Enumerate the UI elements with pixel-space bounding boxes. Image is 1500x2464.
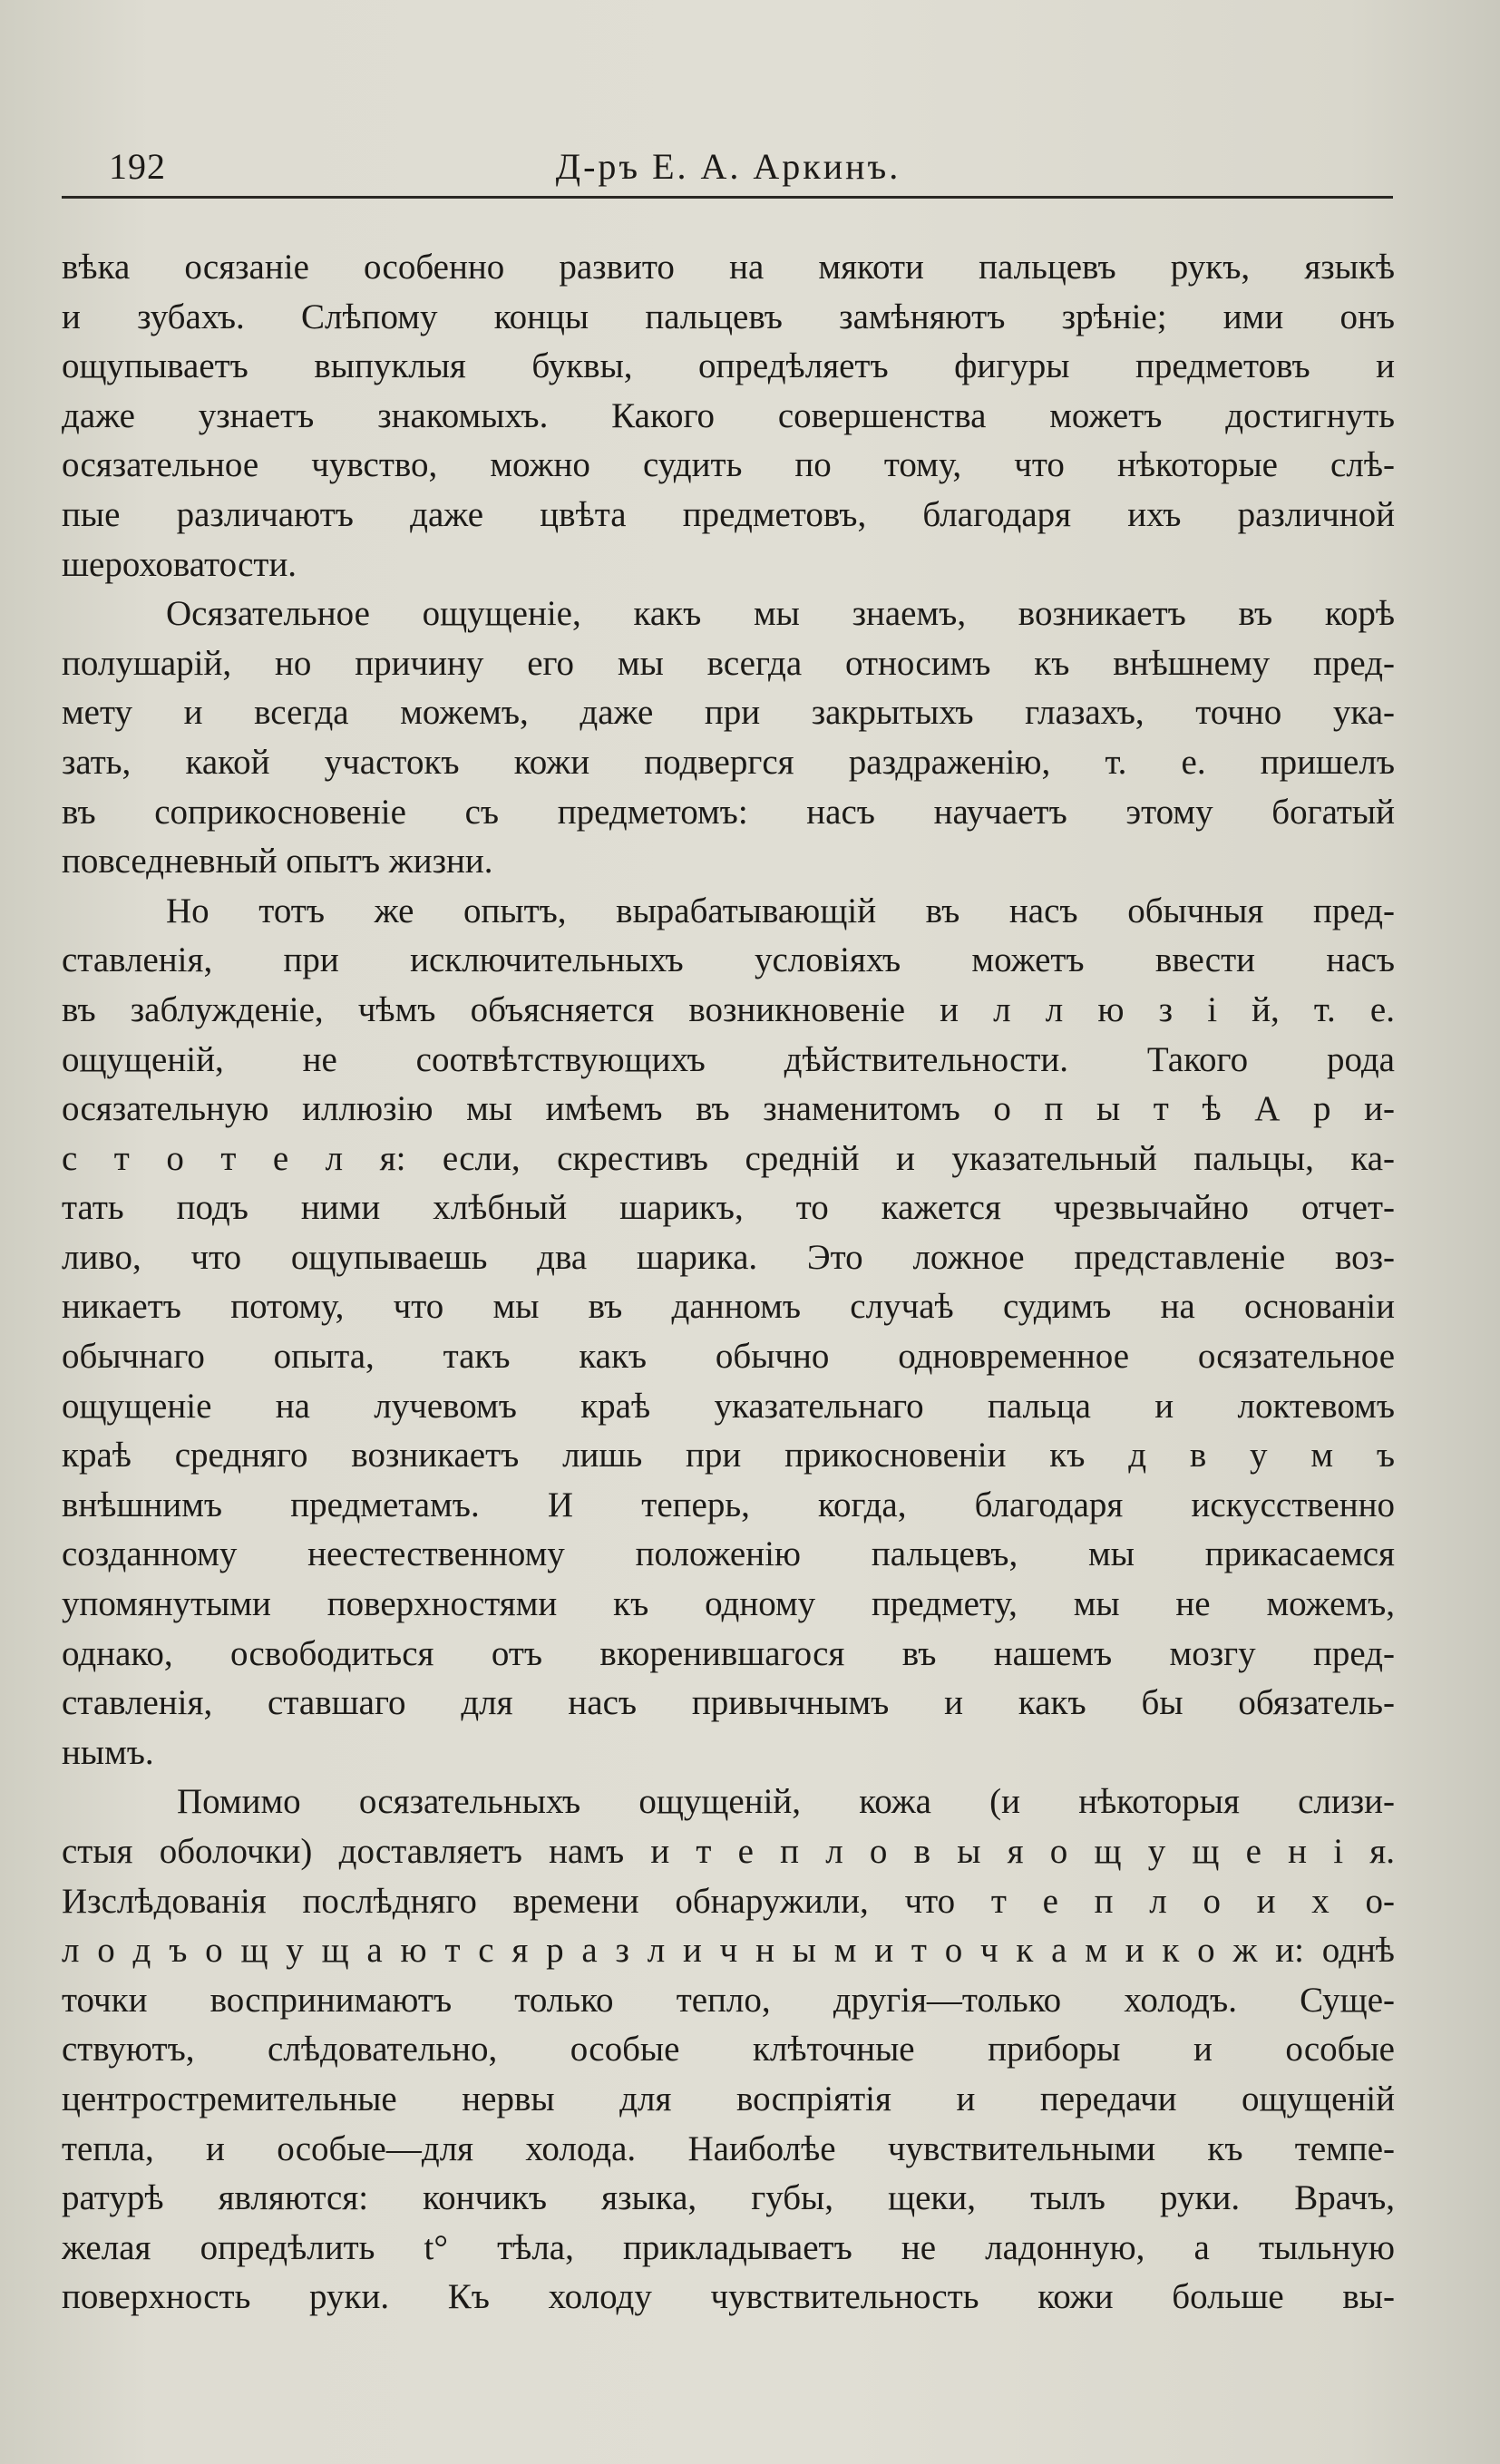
text-line: зать, какой участокъ кожи подвергся раздраженію, т. е. пришелъ [62, 742, 1395, 782]
text-line: Осязательное ощущеніе, какъ мы знаемъ, возникаетъ въ корѣ [166, 594, 1395, 634]
text-line: пые различаютъ даже цвѣта предметовъ, благодаря ихъ различной [62, 494, 1395, 534]
text-line: ощупываетъ выпуклыя буквы, опредѣляетъ фигуры предметовъ и [62, 346, 1395, 386]
header-rule [62, 196, 1393, 199]
text-line: и зубахъ. Слѣпому концы пальцевъ замѣняютъ зрѣніе; ими онъ [62, 297, 1395, 336]
text-line: точки воспринимаютъ только тепло, другія—только холодъ. Суще- [62, 1980, 1395, 2020]
text-line: мету и всегда можемъ, даже при закрытыхъ глазахъ, точно ука- [62, 693, 1395, 733]
text-line: ощущеніе на лучевомъ краѣ указательнаго пальца и локтевомъ [62, 1386, 1395, 1426]
body-text [62, 243, 1395, 2323]
page-header [62, 136, 1395, 194]
text-line: Изслѣдованія послѣдняго времени обнаружили, что т е п л о и х о- [62, 1881, 1395, 1921]
text-line: желая опредѣлить t° тѣла, прикладываетъ не ладонную, а тыльную [62, 2227, 1395, 2267]
text-line: ствуютъ, слѣдовательно, особые клѣточные приборы и особые [62, 2030, 1395, 2070]
text-line: вѣка осязаніе особенно развито на мякоти пальцевъ рукъ, языкѣ [62, 248, 1395, 287]
text-line: тать подъ ними хлѣбный шарикъ, то кажется чрезвычайно отчет- [62, 1188, 1395, 1228]
text-line: ставленія, при исключительныхъ условіяхъ можетъ ввести насъ [62, 940, 1395, 980]
text-line: обычнаго опыта, такъ какъ обычно одновременное осязательное [62, 1337, 1395, 1377]
text-line: въ соприкосновеніе съ предметомъ: насъ научаетъ этому богатый [62, 792, 1395, 832]
text-line: с т о т е л я: если, скрестивъ средній и указательный пальцы, ка- [62, 1138, 1395, 1178]
text-line: упомянутыми поверхностями къ одному предмету, мы не можемъ, [62, 1584, 1395, 1624]
text-line: поверхность руки. Къ холоду чувствительность кожи больше вы- [62, 2277, 1395, 2317]
text-line: шероховатости. [62, 544, 297, 584]
text-line: краѣ средняго возникаетъ лишь при прикосновеніи къ д в у м ъ [62, 1436, 1395, 1475]
running-head: Д-ръ Е. А. Аркинъ. [555, 146, 901, 187]
text-line: Помимо осязательныхъ ощущеній, кожа (и нѣкоторыя слизи- [177, 1782, 1395, 1822]
text-line: ратурѣ являются: кончикъ языка, губы, щеки, тылъ руки. Врачъ, [62, 2178, 1395, 2218]
text-line: даже узнаетъ знакомыхъ. Какого совершенства можетъ достигнуть [62, 395, 1395, 435]
text-line: л о д ъ о щ у щ а ю т с я р а з л и ч н ы м и т о ч к а м и к о ж и: однѣ [62, 1931, 1395, 1971]
text-line: тепла, и особые—для холода. Наиболѣе чувствительными къ темпе- [62, 2128, 1395, 2168]
text-line: повседневный опытъ жизни. [62, 842, 493, 881]
text-line: нымъ. [62, 1732, 154, 1772]
text-line: ощущеній, не соотвѣтствующихъ дѣйствительности. Такого рода [62, 1039, 1395, 1079]
text-line: ставленія, ставшаго для насъ привычнымъ и какъ бы обязатель- [62, 1683, 1395, 1723]
text-line: созданному неестественному положенію пальцевъ, мы прикасаемся [62, 1534, 1395, 1574]
text-line: Но тотъ же опытъ, вырабатывающій въ насъ обычныя пред- [166, 891, 1395, 930]
text-line: однако, освободиться отъ вкоренившагося въ нашемъ мозгу пред- [62, 1633, 1395, 1673]
text-line: полушарій, но причину его мы всегда относимъ къ внѣшнему пред- [62, 643, 1395, 683]
text-line: въ заблужденіе, чѣмъ объясняется возникновеніе и л л ю з і й, т. е. [62, 989, 1395, 1029]
text-line: стыя оболочки) доставляетъ намъ и т е п л о в ы я о щ у щ е н і я. [62, 1832, 1395, 1871]
text-line: внѣшнимъ предметамъ. И теперь, когда, благодаря искусственно [62, 1485, 1395, 1524]
text-line: ливо, что ощупываешь два шарика. Это ложное представленіе воз- [62, 1237, 1395, 1277]
text-line: никаетъ потому, что мы въ данномъ случаѣ судимъ на основаніи [62, 1287, 1395, 1327]
page-number: 192 [109, 146, 166, 187]
text-line: центростремительные нервы для воспріятія и передачи ощущеній [62, 2079, 1395, 2118]
text-line: осязательную иллюзію мы имѣемъ въ знаменитомъ о п ы т ѣ А р и- [62, 1089, 1395, 1129]
text-line: осязательное чувство, можно судить по тому, что нѣкоторые слѣ- [62, 445, 1395, 485]
